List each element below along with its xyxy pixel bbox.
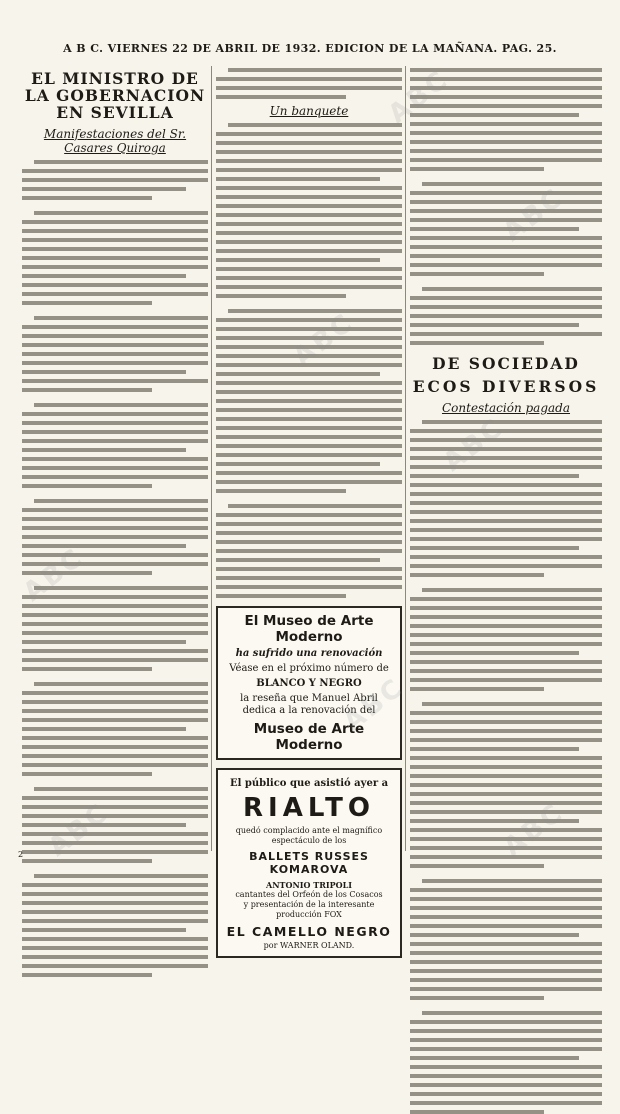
ad-rialto-line2: quedó complacido ante el magnífico espectáculo de los xyxy=(235,826,383,845)
watermark: ABC xyxy=(497,182,571,248)
page-header: A B C. VIERNES 22 DE ABRIL DE 1932. EDICION DE LA MAÑANA. PAG. 25. xyxy=(63,42,557,55)
article-body-text xyxy=(410,420,602,1114)
ad-rialto-line3: cantantes del Orfeón de los Cosacos xyxy=(235,890,383,899)
column-rule xyxy=(405,66,406,851)
ad-museo-title2: Museo de Arte Moderno xyxy=(253,721,365,753)
article-headline-ministro: EL MINISTRO DE LA GOBERNACION EN SEVILLA xyxy=(24,69,206,122)
ad-rialto-theater: RIALTO xyxy=(243,793,375,823)
ad-museo-body3: la reseña que Manuel Abril dedica a la renovación del xyxy=(240,693,378,716)
article-body-text xyxy=(410,68,602,345)
column-middle xyxy=(216,64,402,950)
ad-rialto-ballets: BALLETS RUSSES KOMAROVA xyxy=(249,850,369,876)
article-subhead-banquete: Un banquete xyxy=(269,104,349,118)
section-headline-ecos: ECOS DIVERSOS xyxy=(412,377,600,396)
article-body-text xyxy=(22,160,208,977)
ad-museo-subtitle: ha sufrido una renovación xyxy=(235,648,383,659)
column-left xyxy=(22,64,208,854)
article-body-text xyxy=(216,68,402,99)
section-headline-sociedad: DE SOCIEDAD xyxy=(432,354,580,373)
watermark: ABC xyxy=(17,542,91,608)
advertisement-rialto xyxy=(216,768,402,958)
advertisement-museo xyxy=(216,606,402,760)
ad-rialto-line4: y presentación de la interesante producción FOX xyxy=(243,900,375,919)
ad-museo-body1: Véase en el próximo número de xyxy=(229,663,389,674)
ad-museo-magazine: BLANCO Y NEGRO xyxy=(256,678,362,689)
article-subhead-contestacion: Contestación pagada xyxy=(441,401,571,415)
ad-rialto-director: ANTONIO TRIPOLI xyxy=(266,880,352,890)
ad-rialto-film: EL CAMELLO NEGRO xyxy=(226,924,392,939)
article-body-text xyxy=(216,123,402,598)
article-subhead-casares: Manifestaciones del Sr. Casares Quiroga xyxy=(43,127,187,155)
page-number: 2 xyxy=(18,850,24,859)
ad-museo-title: El Museo de Arte Moderno xyxy=(244,613,374,645)
watermark: ABC xyxy=(287,307,361,373)
ad-rialto-actor: por WARNER OLAND. xyxy=(263,941,355,950)
column-rule xyxy=(211,66,212,851)
ad-rialto-intro: El público que asistió ayer a xyxy=(229,778,389,789)
column-right xyxy=(410,64,602,854)
watermark: ABC xyxy=(437,412,511,478)
watermark: ABC xyxy=(42,797,116,863)
